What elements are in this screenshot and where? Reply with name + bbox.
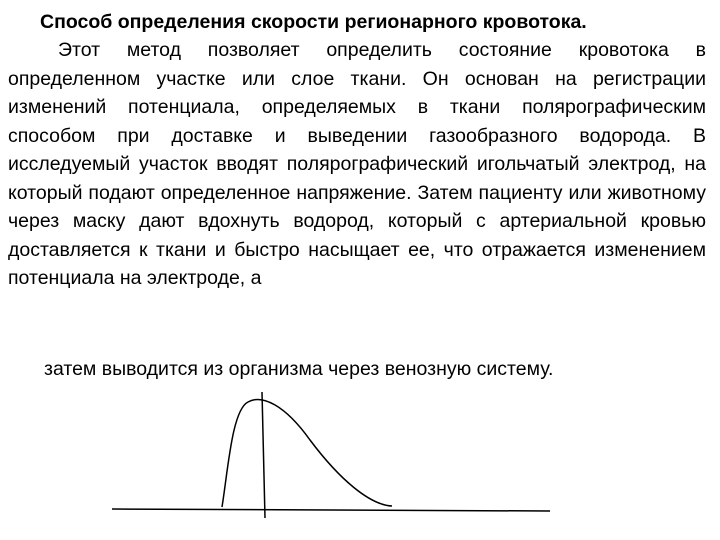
body-paragraph: Этот метод позволяет определить состояние кровотока в определенном участке или слое ткани. Он основан на регистрации изменений потенциала, определяемых в ткани полярографическим способом при доставке и выведении газообразного водорода. В исследуемый участок вводят полярографический игольчатый электрод, на который подают определенное напряжение. Затем пациенту или животному через маску дают вдохнуть водород, который с артериальной кровью доставляется к ткани и быстро насыщает ее, что отражается изменением потенциала на электроде, а bbox=[8, 39, 706, 289]
vertical-marker-line bbox=[262, 392, 265, 518]
hydrogen-clearance-curve bbox=[0, 380, 720, 540]
baseline-axis bbox=[112, 509, 550, 511]
potential-curve bbox=[222, 400, 392, 507]
body-continuation: затем выводится из организма через венозную систему. bbox=[44, 358, 554, 380]
slide-title: Способ определения скорости регионарного кровотока. bbox=[40, 11, 587, 33]
